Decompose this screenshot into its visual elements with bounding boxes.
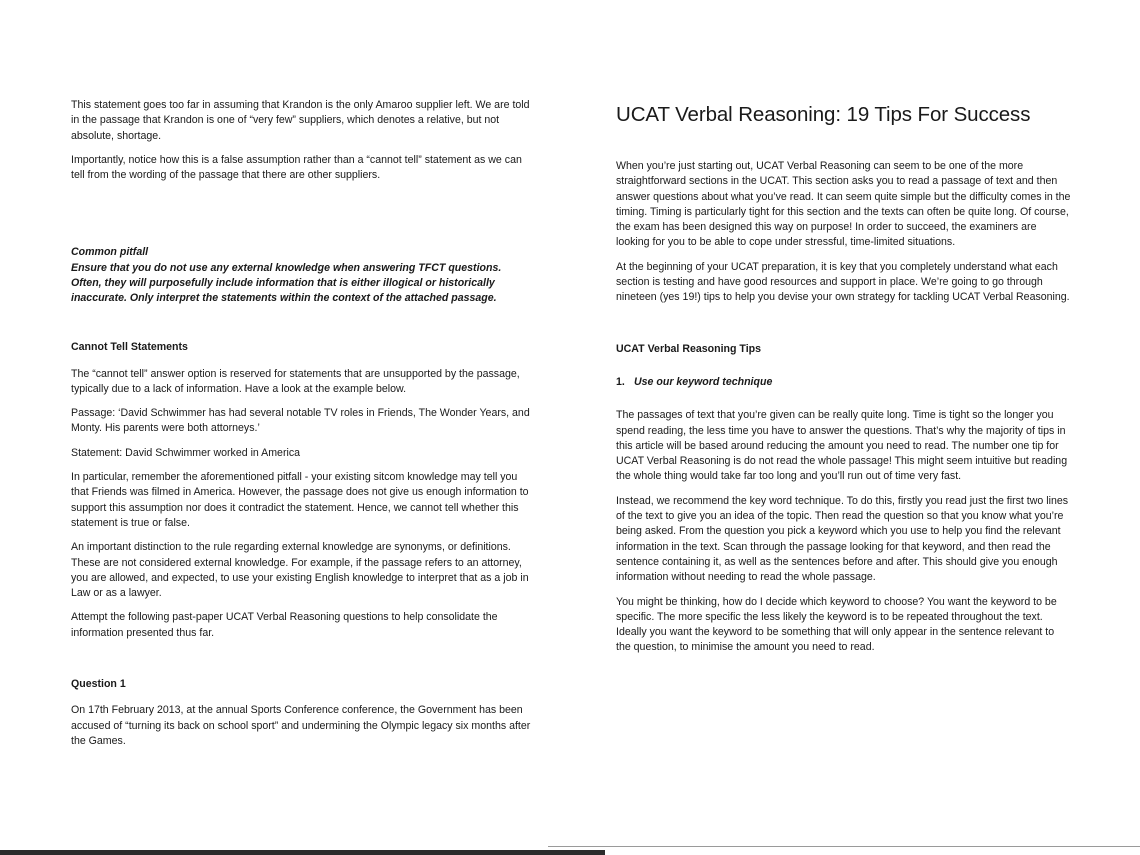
paragraph-passages: The passages of text that you’re given can be really quite long. Time is tight so the longer you spend reading, the less time you have to answer the questions. That’s why the majority of tips in this article will be based around reducing the amount you need to read. The number one tip for UCAT Verbal Reasoning is do not read the whole passage! This might seem intuitive but reading the whole thing would take far too long and you’ll run out of time very fast. [616,409,1068,483]
pitfall-text: Ensure that you do not use any external knowledge when answering TFCT questions. Often, they will purposefully include information that is either illogical or historically inaccurate. Only interpret the statements within the context of the attached passage. [71,261,502,305]
left-page-content [71,98,533,758]
left-page [0,0,560,855]
right-page [560,0,1140,855]
paragraph-thinking: You might be thinking, how do I decide which keyword to choose? You want the keyword to be specific. The more specific the less likely the keyword is to be repeated throughout the text. Ideally you want the keyword to be something that will only appear in the sentence relevant to the question, to minimise the amount you need to read. [616,595,1057,654]
paragraph-intro: When you’re just starting out, UCAT Verbal Reasoning can seem to be one of the more straightforward sections in the UCAT. This section asks you to read a passage of text and then answer questions about what you’ve read. It can seem quite simple but the difficulty comes in the timing. Timing is particularly tight for this section and the texts can often be quite long. Of course, the exam has been designed this way on purpose! In order to succeed, the examiners are looking for you to be able to cope under stressful, time-limited situations. [616,160,1071,249]
paragraph-attempt: Attempt the following past-paper UCAT Verbal Reasoning questions to help consolidate the information presented thus far. [71,611,498,639]
paragraph-false-assumption: Importantly, notice how this is a false assumption rather than a “cannot tell” statement as we can tell from the wording of the passage that there are other suppliers. [71,153,522,182]
right-page-bottom-rule [548,846,1140,847]
paragraph-krandon: This statement goes too far in assuming that Krandon is the only Amaroo supplier left. We are told in the passage that Krandon is one of “very few” suppliers, which denotes a relative, but not absolute, shortage. [71,99,530,142]
paragraph-example-passage: Passage: ‘David Schwimmer has had several notable TV roles in Friends, The Wonder Years, and Monty. His parents were both attorneys.’ [71,407,530,435]
common-pitfall-callout [71,245,533,306]
page-title: UCAT Verbal Reasoning: 19 Tips For Success [616,103,1031,126]
pitfall-title: Common pitfall [71,246,149,259]
paragraph-question-1: On 17th February 2013, at the annual Sports Conference conference, the Government has been accused of “turning its back on school sport” and undermining the Olympic legacy six months after the Games. [71,704,531,747]
paragraph-beginning: At the beginning of your UCAT preparation, it is key that you completely understand what each section is testing and have good resources and support in place. We’re going to go through nineteen (yes 19!) tips to help you devise your own strategy for tackling UCAT Verbal Reasoning. [616,260,1070,304]
paragraph-instead: Instead, we recommend the key word technique. To do this, firstly you read just the first two lines of the text to give you an idea of the topic. Then read the question so that you know what you’re being asked. From the question you pick a keyword which you use to help you find the relevant information in the text. Scan through the passage looking for that keyword, and then read the sentence containing it, as well as the sentences before and after. This should give you enough information without needing to read the whole passage. [616,494,1069,584]
cannot-tell-heading: Cannot Tell Statements [71,341,188,354]
paragraph-cannot-tell: The “cannot tell” answer option is reserved for statements that are unsupported by the passage, typically due to a lack of information. Have a look at the example below. [71,367,520,395]
tip-1-number: 1. [616,375,625,388]
tip-1-heading [616,375,1071,390]
right-page-content [616,102,1071,665]
bottom-scroll-bar [0,850,605,855]
paragraph-in-particular: In particular, remember the aforementioned pitfall - your existing sitcom knowledge may tell you that Friends was filmed in America. However, the passage does not give us enough information to support this assumption nor does it contradict the statement. Hence, we cannot tell whether this statement is true or false. [71,471,529,529]
tips-heading: UCAT Verbal Reasoning Tips [616,342,762,355]
question-1-heading: Question 1 [71,678,126,691]
tip-1-title: Use our keyword technique [634,375,773,388]
paragraph-distinction: An important distinction to the rule regarding external knowledge are synonyms, or definitions. These are not considered external knowledge. For example, if the passage refers to an attorney, you are allowed, and expected, to use your existing English knowledge to interpret that as a job in Law or as a lawyer. [71,541,529,600]
paragraph-example-statement: Statement: David Schwimmer worked in America [71,446,301,459]
